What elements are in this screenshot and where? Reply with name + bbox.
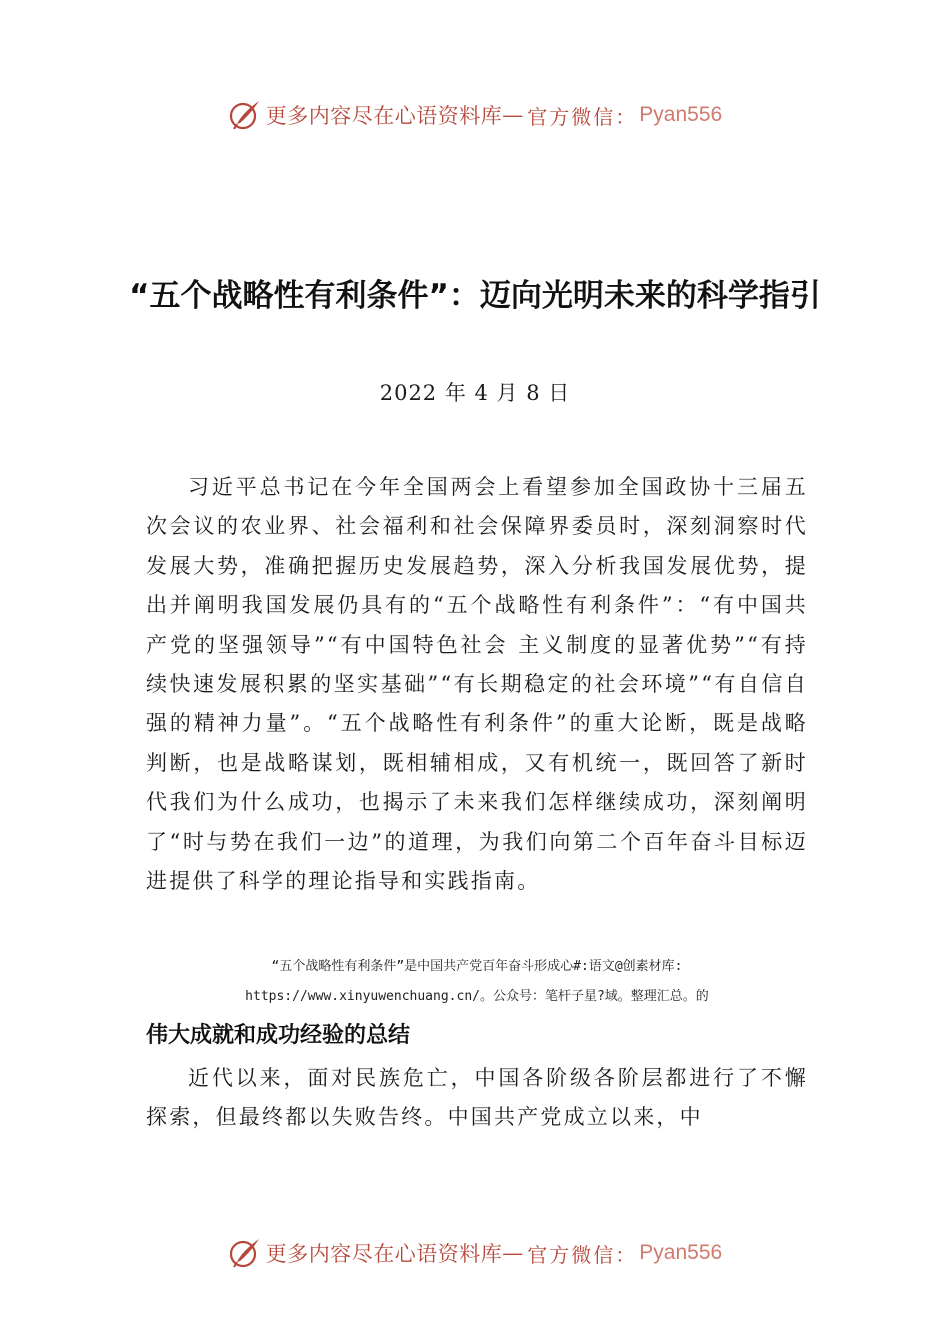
banner-brand-text: 更多内容尽在心语资料库	[265, 1242, 503, 1266]
section-subheading: 伟大成就和成功经验的总结	[146, 1023, 411, 1048]
source-note-line-1: “五个战略性有利条件”是中国共产党百年奋斗形成心#:语文@创素材库:	[271, 959, 683, 974]
source-note-line-2: https://www.xinyuwenchuang.cn/。公众号：笔杆子星?域。整理汇总。的	[245, 989, 709, 1004]
quill-pen-icon	[228, 1236, 262, 1270]
banner-wechat-id: Pyan556	[639, 1241, 723, 1264]
quill-pen-icon	[228, 98, 262, 132]
banner-brand-text: 更多内容尽在心语资料库	[265, 104, 503, 128]
banner-wechat-label: 官方微信：	[527, 1242, 638, 1267]
banner-dash: —	[502, 1241, 524, 1265]
document-date: 2022 年 4 月 8 日	[379, 381, 571, 405]
footer-watermark-banner	[0, 1233, 950, 1273]
banner-dash: —	[502, 103, 524, 127]
document-title: “五个战略性有利条件”：迈向光明未来的科学指引	[129, 278, 821, 314]
header-watermark-banner	[0, 95, 950, 135]
body-paragraph-1: 习近平总书记在今年全国两会上看望参加全国政协十三届五次会议的农业界、社会福利和社会保障界委员时，深刻洞察时代发展大势，准确把握历史发展趋势，深入分析我国发展优势，提出并阐明我国发展仍具有的“五个战略性有利条件”：“有中国共产党的坚强领导”“有中国特色社会 主义制度的显著优势”“有持续快速发展积累的坚实基础”“有长期稳定的社会环境”“有自信自强的精神力量”。“五个战略性有利条件”的重大论断，既是战略判断，也是战略谋划，既相辅相成，又有机统一，既回答了新时代我们为什么成功，也揭示了未来我们怎样继续成功，深刻阐明了“时与势在我们一边”的道理，为我们向第二个百年奋斗目标迈进提供了科学的理论指导和实践指南。	[146, 475, 808, 894]
banner-wechat-id: Pyan556	[639, 103, 723, 126]
body-paragraph-2: 近代以来，面对民族危亡，中国各阶级各阶层都进行了不懈探索，但最终都以失败告终。中国共产党成立以来，中	[146, 1066, 808, 1130]
banner-wechat-label: 官方微信：	[527, 104, 638, 129]
